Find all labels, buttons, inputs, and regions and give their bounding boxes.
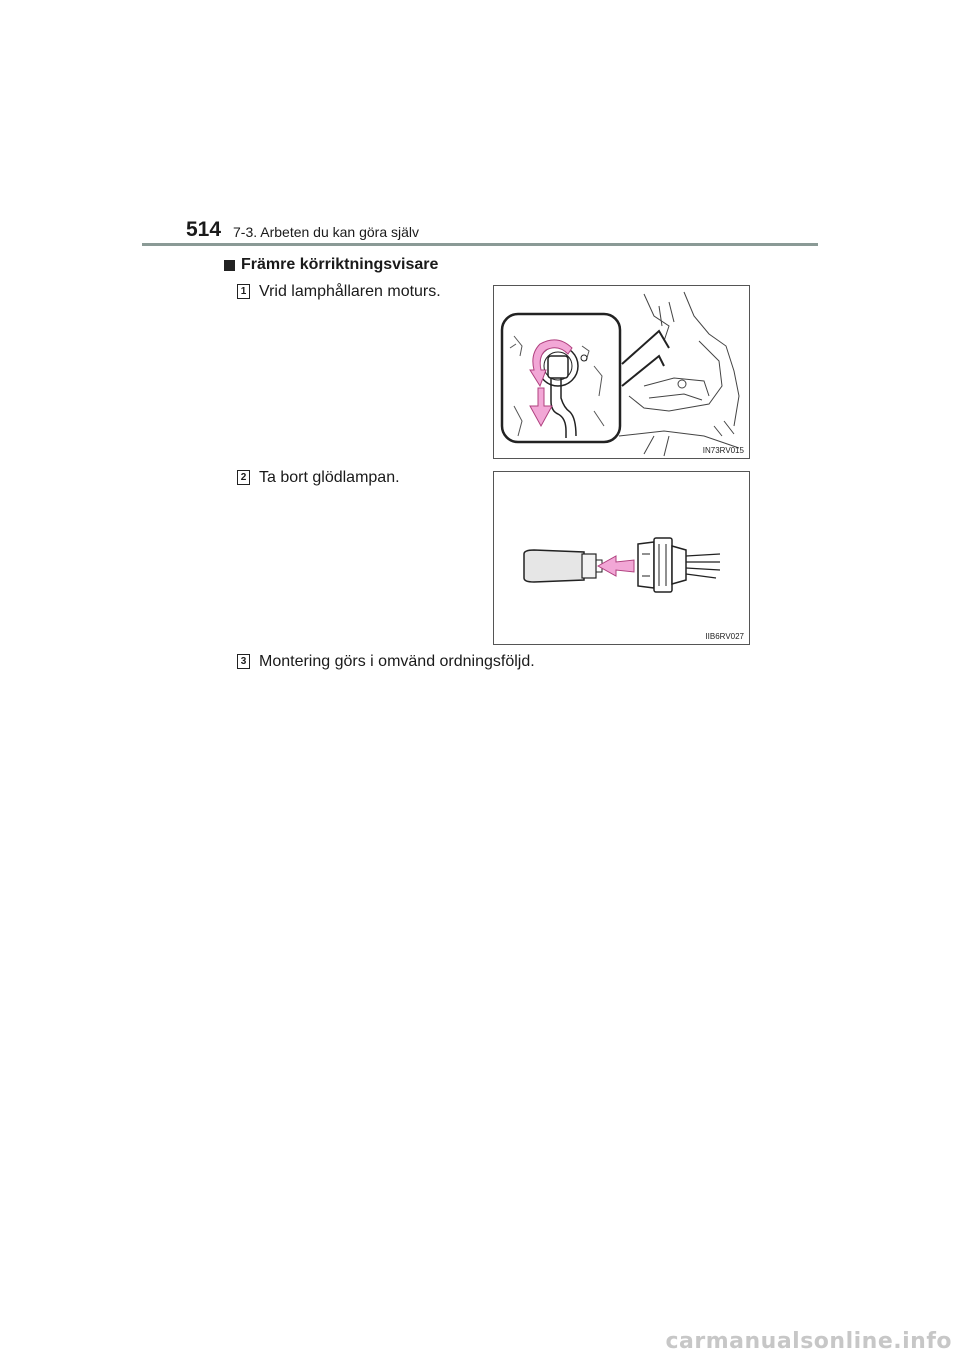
step-number-2: 2 [237, 470, 250, 485]
square-bullet-icon [224, 260, 235, 271]
subsection-heading [224, 256, 438, 274]
figure-code: IN73RV015 [702, 446, 744, 455]
figure-lamp-holder [493, 285, 750, 459]
lamp-holder-illustration [494, 286, 749, 458]
figure-bulb-removal [493, 471, 750, 645]
header-rule [142, 243, 818, 246]
page-number: 514 [186, 218, 222, 241]
figure-code: IIB6RV027 [705, 632, 744, 641]
step-3-text: Montering görs i omvänd ordningsföljd. [259, 653, 535, 670]
bulb-removal-illustration [494, 472, 749, 644]
remove-arrow-icon [598, 556, 634, 576]
section-title: 7-3. Arbeten du kan göra själv [233, 224, 420, 240]
watermark: carmanualsonline.info [665, 1329, 952, 1354]
subsection-heading-text: Främre körriktningsvisare [241, 256, 439, 273]
step-number-3: 3 [237, 654, 250, 669]
step-1-text: Vrid lamphållaren moturs. [259, 283, 441, 300]
step-number-1: 1 [237, 284, 250, 299]
step-2-text: Ta bort glödlampan. [259, 469, 400, 486]
